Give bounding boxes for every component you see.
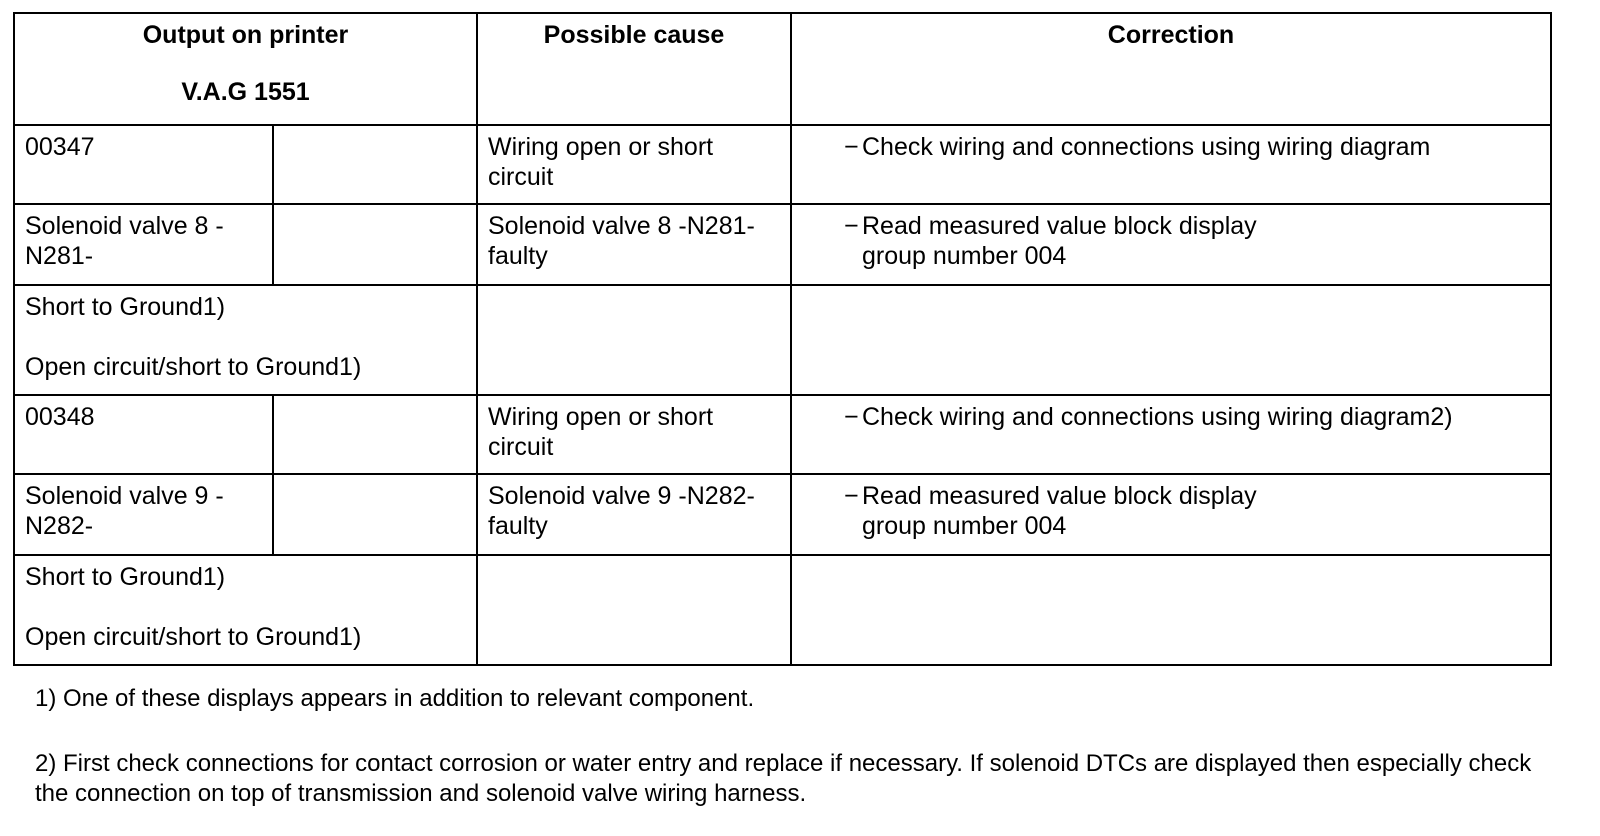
correction-cell (791, 204, 1551, 285)
correction-text: group number 004 (862, 512, 1067, 540)
fault-type: Open circuit/short to Ground1) (25, 623, 362, 651)
correction-text: Read measured value block display (862, 212, 1257, 240)
fault-code: 00348 (14, 395, 273, 474)
component-name: Solenoid valve 9 -N282- (14, 474, 273, 555)
empty-cell (791, 555, 1551, 665)
fault-type: Short to Ground1) (25, 563, 226, 591)
dtc-table (13, 12, 1552, 666)
empty-cell (273, 125, 477, 204)
dash-bullet: − (844, 133, 859, 161)
header-tester-label: V.A.G 1551 (181, 78, 310, 106)
component-name: Solenoid valve 8 -N281- (14, 204, 273, 285)
table-row (14, 285, 1551, 395)
table-row (14, 204, 1551, 285)
possible-cause: Wiring open or short circuit (477, 395, 791, 474)
header-cause: Possible cause (477, 13, 791, 125)
correction-cell (791, 125, 1551, 204)
empty-cell (791, 285, 1551, 395)
correction-cell (791, 474, 1551, 555)
fault-type: Open circuit/short to Ground1) (25, 353, 362, 381)
header-output-label: Output on printer (142, 21, 349, 49)
fault-type: Short to Ground1) (25, 293, 226, 321)
footnote-1: 1) One of these displays appears in addition to relevant component. (35, 685, 755, 712)
correction-text: group number 004 (862, 242, 1067, 270)
correction-cell (791, 395, 1551, 474)
fault-type-cell (14, 555, 477, 665)
fault-code: 00347 (14, 125, 273, 204)
possible-cause: Wiring open or short circuit (477, 125, 791, 204)
table-row (14, 474, 1551, 555)
footnote-2: 2) First check connections for contact corrosion or water entry and replace if necessary. If solenoid DTCs are displayed then especially check the connection on top of transmission and solenoid valve wiring harness. (35, 750, 1532, 807)
empty-cell (477, 555, 791, 665)
correction-text: Read measured value block display (862, 482, 1257, 510)
correction-text: Check wiring and connections using wiring diagram (862, 133, 1431, 161)
dash-bullet: − (844, 212, 859, 240)
fault-type-cell (14, 285, 477, 395)
table-row (14, 555, 1551, 665)
dash-bullet: − (844, 482, 859, 510)
table-header-row (14, 13, 1551, 125)
possible-cause: Solenoid valve 8 -N281- faulty (477, 204, 791, 285)
empty-cell (477, 285, 791, 395)
header-output (14, 13, 477, 125)
correction-text: Check wiring and connections using wiring diagram2) (862, 403, 1453, 431)
header-correction: Correction (791, 13, 1551, 125)
empty-cell (273, 474, 477, 555)
empty-cell (273, 204, 477, 285)
table-row (14, 395, 1551, 474)
empty-cell (273, 395, 477, 474)
possible-cause: Solenoid valve 9 -N282- faulty (477, 474, 791, 555)
dash-bullet: − (844, 403, 859, 431)
table-row (14, 125, 1551, 204)
